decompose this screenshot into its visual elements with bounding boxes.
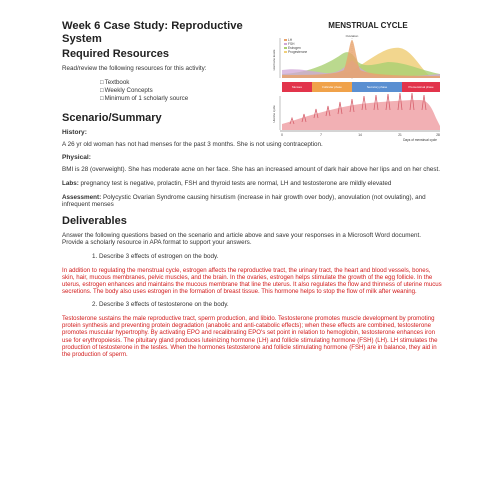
resource-item: □ Minimum of 1 scholarly source <box>100 95 442 103</box>
x-axis-label: Days of menstrual cycle <box>403 138 437 142</box>
deliverables-text: Answer the following questions based on the scenario and article above and save your responses in a Microsoft Word document. Provide a scholarly resource in APA format to support your answers. <box>62 231 422 247</box>
phase-secretory-label: Secretory phase <box>366 85 388 89</box>
phase-menses-label: Menses <box>292 85 302 89</box>
x-tick-0: 0 <box>281 133 283 137</box>
page-title: Week 6 Case Study: Reproductive System <box>62 20 243 45</box>
legend-progesterone: Progesterone <box>288 50 308 54</box>
legend-lh: LH <box>288 38 293 42</box>
answer-1: In addition to regulating the menstrual cycle, estrogen affects the reproductive tract, the urinary tract, the heart and blood vessels, bones, skin, hair, mucous membranes, pelvic muscles, and the brain. In the ovaries, estrogen helps stimulate the growth of the egg follicle. In the uterus, estrogen enhances and maintains the mucous membrane that line the uterus. It also regulates the flow and thinness of uterine mucus secretions. The body also uses estrogen in the formation of breast tissue. This hormone helps to stop the flow of milk after weaning. <box>62 266 442 296</box>
menstrual-cycle-figure <box>270 18 442 148</box>
answer-2: Testosterone sustains the male reproductive tract, sperm production, and libido. Testosterone promotes muscle development by promoting protein synthesis and preventing protein degradation (anabolic and anti-catabolic effects); when these effects are combined, testosterone promotes muscular hypertrophy. By activating EPO and recalibrating EPO's set point in relation to hemoglobin, testosterone enhances iron use for erythropoiesis. The pituitary gland produces luteinizing hormone (LH) and follicle stimulating hormone (FSH) (LH). LH stimulates the production of testosterone in the testes. When the hormones testosterone and follicle stimulating hormone (FSH) are in balance, they aid in the production of sperm. <box>62 314 438 358</box>
endometrium-lining <box>282 100 440 130</box>
assessment-label: Assessment: <box>62 193 102 201</box>
labs-label: Labs: <box>62 180 79 187</box>
hormone-axis-label: Hormone levels <box>272 49 276 71</box>
history-text: A 26 yr old woman has not had menses for the past 3 months. She is not using contraception. <box>62 140 323 148</box>
scenario-heading: Scenario/Summary <box>62 111 162 124</box>
x-tick-7: 7 <box>320 133 322 137</box>
read-instruction: Read/review the following resources for this activity: <box>62 65 207 72</box>
legend-swatch-fsh <box>284 43 287 45</box>
legend-swatch-lh <box>284 39 287 41</box>
required-resources-heading: Required Resources <box>62 48 169 60</box>
assessment-paragraph <box>62 194 442 209</box>
x-tick-14: 14 <box>358 133 362 137</box>
resource-item: □ Textbook <box>100 79 442 87</box>
uterine-axis-label: Uterine cycle <box>272 105 276 123</box>
x-tick-28: 28 <box>436 133 440 137</box>
physical-text: BMI is 28 (overweight). She has moderate acne on her face. She has an increased amount of dark hair above her lips and on her chest. <box>62 166 441 174</box>
x-tick-21: 21 <box>398 133 402 137</box>
resource-item: □ Weekly Concepts <box>100 87 442 95</box>
figure-title: MENSTRUAL CYCLE <box>328 21 408 30</box>
legend-swatch-progesterone <box>284 51 287 53</box>
history-label: History: <box>62 128 87 136</box>
labs-paragraph <box>62 180 442 188</box>
assessment-text: Polycystic Ovarian Syndrome causing hirsutism (increase in hair growth over body), anovulation (not ovulating), and infrequent menses <box>62 193 426 209</box>
physical-label: Physical: <box>62 154 91 162</box>
question-1: 1. Describe 3 effects of estrogen on the body. <box>92 252 219 260</box>
legend-estrogen: Estrogen <box>288 46 301 50</box>
legend-swatch-estrogen <box>284 47 287 49</box>
question-2: 2. Describe 3 effects of testosterone on the body. <box>92 301 229 309</box>
phase-premenstrual-label: Premenstrual phase <box>408 85 434 89</box>
legend-fsh: FSH <box>288 42 295 46</box>
ovulation-label: Ovulation <box>345 34 359 38</box>
phase-follicular-label: Follicular phase <box>322 85 342 89</box>
deliverables-heading: Deliverables <box>62 214 127 227</box>
labs-text: pregnancy test is negative, prolactin, FSH and thyroid tests are normal, LH and testosterone are mildly elevated <box>78 180 392 187</box>
